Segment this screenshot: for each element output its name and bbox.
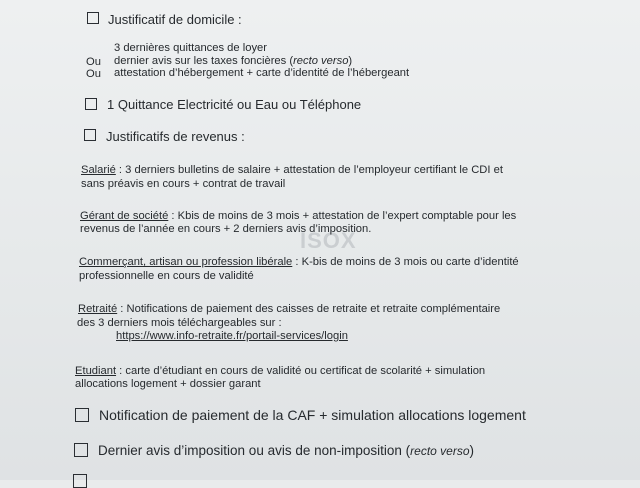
checkbox-quittance[interactable] bbox=[85, 98, 97, 110]
heading-domicile: Justificatif de domicile : bbox=[108, 12, 242, 27]
checkbox-imposition[interactable] bbox=[74, 443, 88, 457]
domicile-item-2-text: dernier avis sur les taxes foncières ( bbox=[114, 55, 294, 67]
commercant-line-2: professionnelle en cours de validité bbox=[79, 270, 254, 282]
retraite-line-1 bbox=[78, 304, 500, 315]
heading-revenus: Justificatifs de revenus : bbox=[106, 129, 245, 144]
retraite-link[interactable]: https://www.info-retraite.fr/portail-services/login bbox=[116, 330, 348, 342]
checkbox-domicile[interactable] bbox=[87, 12, 99, 24]
imposition-text: Dernier avis d’imposition ou avis de non-imposition ( bbox=[98, 443, 411, 458]
domicile-item-2-suffix: ) bbox=[348, 55, 353, 67]
retraite-label: Retraité bbox=[78, 303, 118, 315]
salarie-line-2: sans préavis en cours + contrat de travail bbox=[81, 178, 286, 190]
checkbox-caf[interactable] bbox=[75, 408, 89, 422]
commercant-label: Commerçant, artisan ou profession libérale bbox=[79, 256, 293, 268]
salarie-text-1: : 3 derniers bulletins de salaire + attestation de l’employeur certifiant le CDI et bbox=[115, 164, 503, 176]
domicile-item-2 bbox=[114, 56, 352, 67]
etudiant-text-1: : carte d’étudiant en cours de validité ou certificat de scolarité + simulation bbox=[116, 365, 486, 377]
salarie-label: Salarié bbox=[81, 164, 116, 176]
checkbox-revenus[interactable] bbox=[84, 129, 96, 141]
domicile-item-2-italic: recto verso bbox=[293, 55, 349, 67]
domicile-item-3: attestation d’hébergement + carte d’identité de l’hébergeant bbox=[114, 67, 410, 79]
etudiant-label: Etudiant bbox=[75, 365, 117, 377]
domicile-item-1: 3 dernières quittances de loyer bbox=[114, 42, 267, 54]
etudiant-line-1 bbox=[75, 366, 485, 377]
salarie-line-1 bbox=[81, 165, 503, 176]
gerant-text-1: : Kbis de moins de 3 mois + attestation de l’expert comptable pour les bbox=[168, 210, 517, 222]
commercant-text-1: : K-bis de moins de 3 mois ou carte d’identité bbox=[292, 256, 519, 268]
domicile-or-1: Ou bbox=[86, 56, 101, 68]
checkbox-cutoff[interactable] bbox=[73, 474, 87, 488]
commercant-line-1 bbox=[79, 257, 519, 268]
gerant-label: Gérant de société bbox=[80, 210, 169, 222]
gerant-line-1 bbox=[80, 211, 516, 222]
imposition-italic: recto verso bbox=[410, 444, 470, 458]
heading-caf: Notification de paiement de la CAF + simulation allocations logement bbox=[99, 407, 526, 423]
domicile-or-2: Ou bbox=[86, 68, 101, 80]
retraite-line-2: des 3 derniers mois téléchargeables sur : bbox=[77, 317, 282, 329]
imposition-suffix: ) bbox=[469, 443, 475, 458]
watermark: ISOX bbox=[300, 228, 357, 253]
heading-quittance: 1 Quittance Electricité ou Eau ou Téléphone bbox=[107, 97, 362, 112]
retraite-text-1: : Notifications de paiement des caisses de retraite et retraite complémentaire bbox=[117, 303, 501, 315]
etudiant-line-2: allocations logement + dossier garant bbox=[75, 378, 261, 390]
gerant-line-2: revenus de l’année en cours + 2 derniers avis d’imposition. bbox=[80, 223, 372, 235]
heading-imposition bbox=[98, 444, 474, 458]
